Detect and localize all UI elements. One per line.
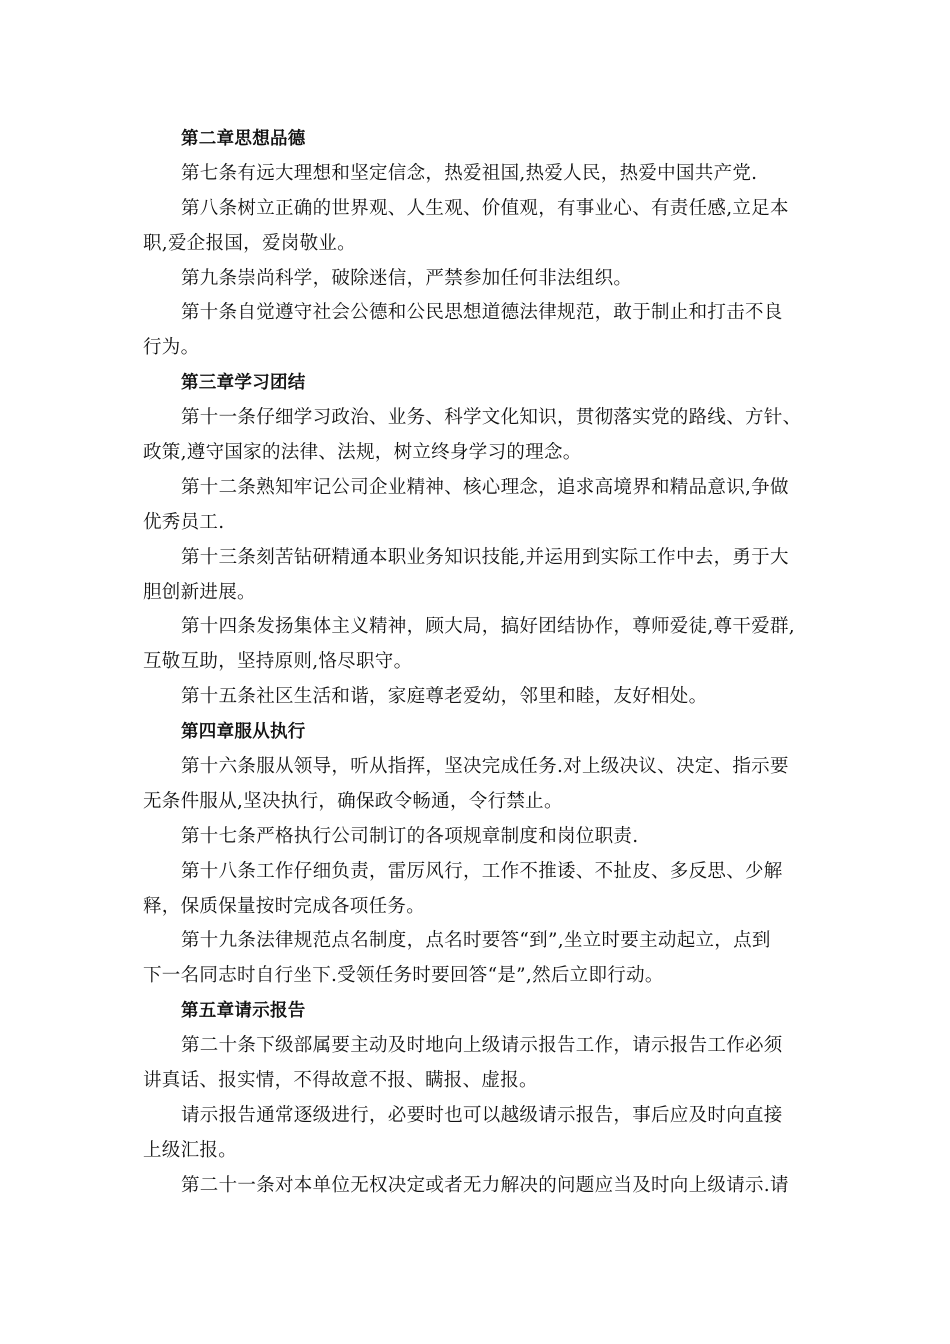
text-line: 第十三条刻苦钻研精通本职业务知识技能,并运用到实际工作中去，勇于大: [181, 546, 789, 568]
text-line: 第九条崇尚科学，破除迷信，严禁参加任何非法组织。: [181, 267, 633, 289]
text-line: 行为。: [143, 337, 200, 359]
text-line: 优秀员工.: [143, 511, 225, 533]
text-line: 上级汇报。: [143, 1139, 238, 1161]
text-line: 第十四条发扬集体主义精神，顾大局，搞好团结协作，尊师爱徒,尊干爱群,: [181, 616, 795, 638]
text-line: 释，保质保量按时完成各项任务。: [143, 895, 426, 917]
text-line: 政策,遵守国家的法律、法规，树立终身学习的理念。: [143, 442, 582, 464]
document-body: [143, 122, 823, 1204]
chapter-heading: 第五章请示报告: [181, 1001, 306, 1022]
text-line: 第十条自觉遵守社会公德和公民思想道德法律规范，敢于制止和打击不良: [181, 302, 783, 324]
text-line: 请示报告通常逐级进行，必要时也可以越级请示报告，事后应及时向直接: [181, 1104, 783, 1126]
text-line: 讲真话、报实情，不得故意不报、瞒报、虚报。: [143, 1070, 538, 1092]
chapter-heading: 第三章学习团结: [181, 373, 306, 394]
text-line: 胆创新进展。: [143, 581, 256, 603]
text-line: 第十七条严格执行公司制订的各项规章制度和岗位职责.: [181, 825, 639, 847]
text-line: 第十九条法律规范点名制度，点名时要答“到”,坐立时要主动起立，点到: [181, 930, 771, 952]
text-line: 第十五条社区生活和谐，家庭尊老爱幼，邻里和睦，友好相处。: [181, 686, 708, 708]
text-line: 第七条有远大理想和坚定信念，热爱祖国,热爱人民，热爱中国共产党.: [181, 162, 758, 184]
text-line: 互敬互助，坚持原则,恪尽职守。: [143, 651, 413, 673]
text-line: 第二十条下级部属要主动及时地向上级请示报告工作，请示报告工作必须: [181, 1035, 783, 1057]
chapter-heading: 第四章服从执行: [181, 722, 306, 743]
text-line: 无条件服从,坚决执行，确保政令畅通，令行禁止。: [143, 790, 563, 812]
text-line: 第十八条工作仔细负责，雷厉风行，工作不推诿、不扯皮、多反思、少解: [181, 860, 783, 882]
text-line: 第十六条服从领导，听从指挥，坚决完成任务.对上级决议、决定、指示要: [181, 756, 789, 778]
text-line: 第二十一条对本单位无权决定或者无力解决的问题应当及时向上级请示.请: [181, 1174, 789, 1196]
text-line: 第十一条仔细学习政治、业务、科学文化知识，贯彻落实党的路线、方针、: [181, 407, 802, 429]
text-line: 第八条树立正确的世界观、人生观、价值观，有事业心、有责任感,立足本: [181, 197, 789, 219]
text-line: 下一名同志时自行坐下.受领任务时要回答“是”,然后立即行动。: [143, 965, 664, 987]
chapter-heading: 第二章思想品德: [181, 129, 306, 149]
text-line: 第十二条熟知牢记公司企业精神、核心理念，追求高境界和精品意识,争做: [181, 476, 789, 498]
text-line: 职,爱企报国，爱岗敬业。: [143, 232, 356, 254]
